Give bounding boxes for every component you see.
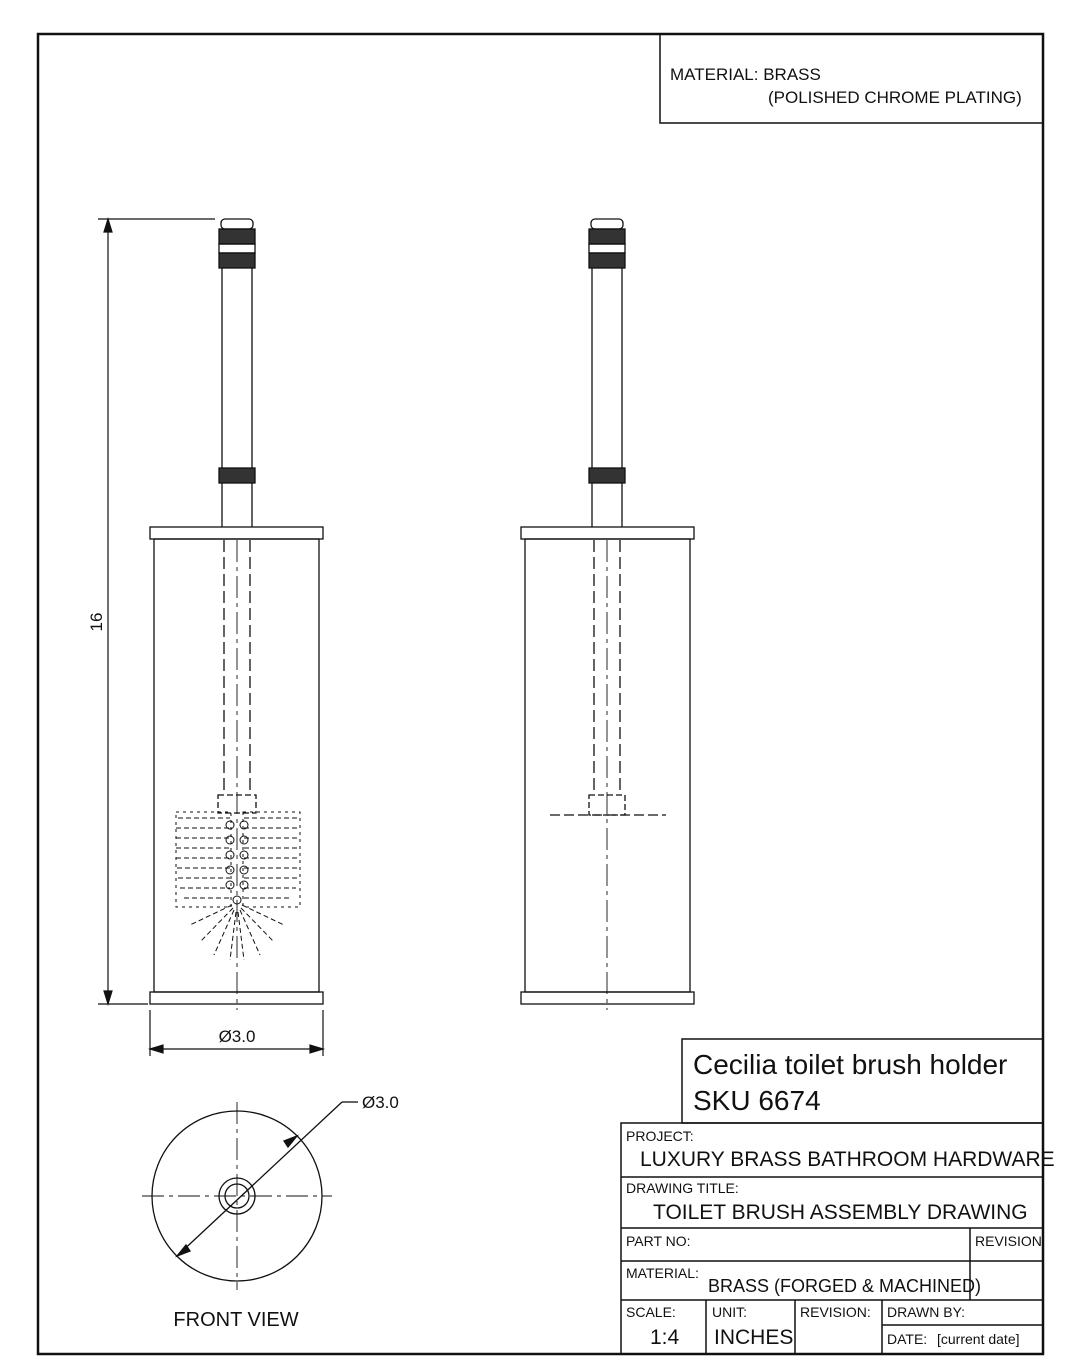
left-elevation-view (150, 219, 323, 1010)
knurl-band (589, 468, 625, 483)
height-dimension (98, 219, 215, 1004)
project-value: LUXURY BRASS BATHROOM HARDWARE (640, 1148, 1055, 1171)
revision-label-top: REVISION (975, 1233, 1042, 1249)
drawn-by-label: DRAWN BY: (887, 1304, 966, 1320)
title-block (621, 1123, 1055, 1354)
right-elevation-view (521, 219, 694, 1010)
unit-label: UNIT: (712, 1304, 747, 1320)
knurl-band (219, 253, 255, 268)
title-box (682, 1039, 1043, 1123)
scale-label: SCALE: (626, 1304, 676, 1320)
revision-label: REVISION: (800, 1304, 871, 1320)
height-dimension-value: 16 (87, 612, 106, 632)
diameter-top-value: Ø3.0 (362, 1093, 399, 1112)
material-note-line1: MATERIAL: BRASS (670, 65, 821, 84)
product-title: Cecilia toilet brush holder (693, 1049, 1008, 1080)
front-view-label: FRONT VIEW (173, 1309, 299, 1331)
knurl-band (219, 468, 255, 483)
material-label: MATERIAL: (626, 1265, 699, 1281)
knurl-band (589, 253, 625, 268)
knurl-band (219, 229, 255, 244)
scale-value: 1:4 (650, 1326, 680, 1349)
project-label: PROJECT: (626, 1128, 694, 1144)
knurl-band (589, 229, 625, 244)
drawing-title-label: DRAWING TITLE: (626, 1180, 739, 1196)
date-value: [current date] (937, 1331, 1020, 1347)
part-no-label: PART NO: (626, 1233, 691, 1249)
date-label: DATE: (887, 1331, 928, 1347)
material-value: BRASS (FORGED & MACHINED) (708, 1276, 982, 1296)
width-dimension-value: Ø3.0 (218, 1027, 256, 1046)
product-sku: SKU 6674 (693, 1085, 821, 1116)
unit-value: INCHES (714, 1326, 794, 1349)
material-note-line2: (POLISHED CHROME PLATING) (768, 88, 1022, 107)
brush-bristles (176, 812, 300, 960)
drawing-title-value: TOILET BRUSH ASSEMBLY DRAWING (653, 1201, 1028, 1224)
material-note (660, 34, 1043, 123)
front-view-circle (142, 1102, 358, 1290)
